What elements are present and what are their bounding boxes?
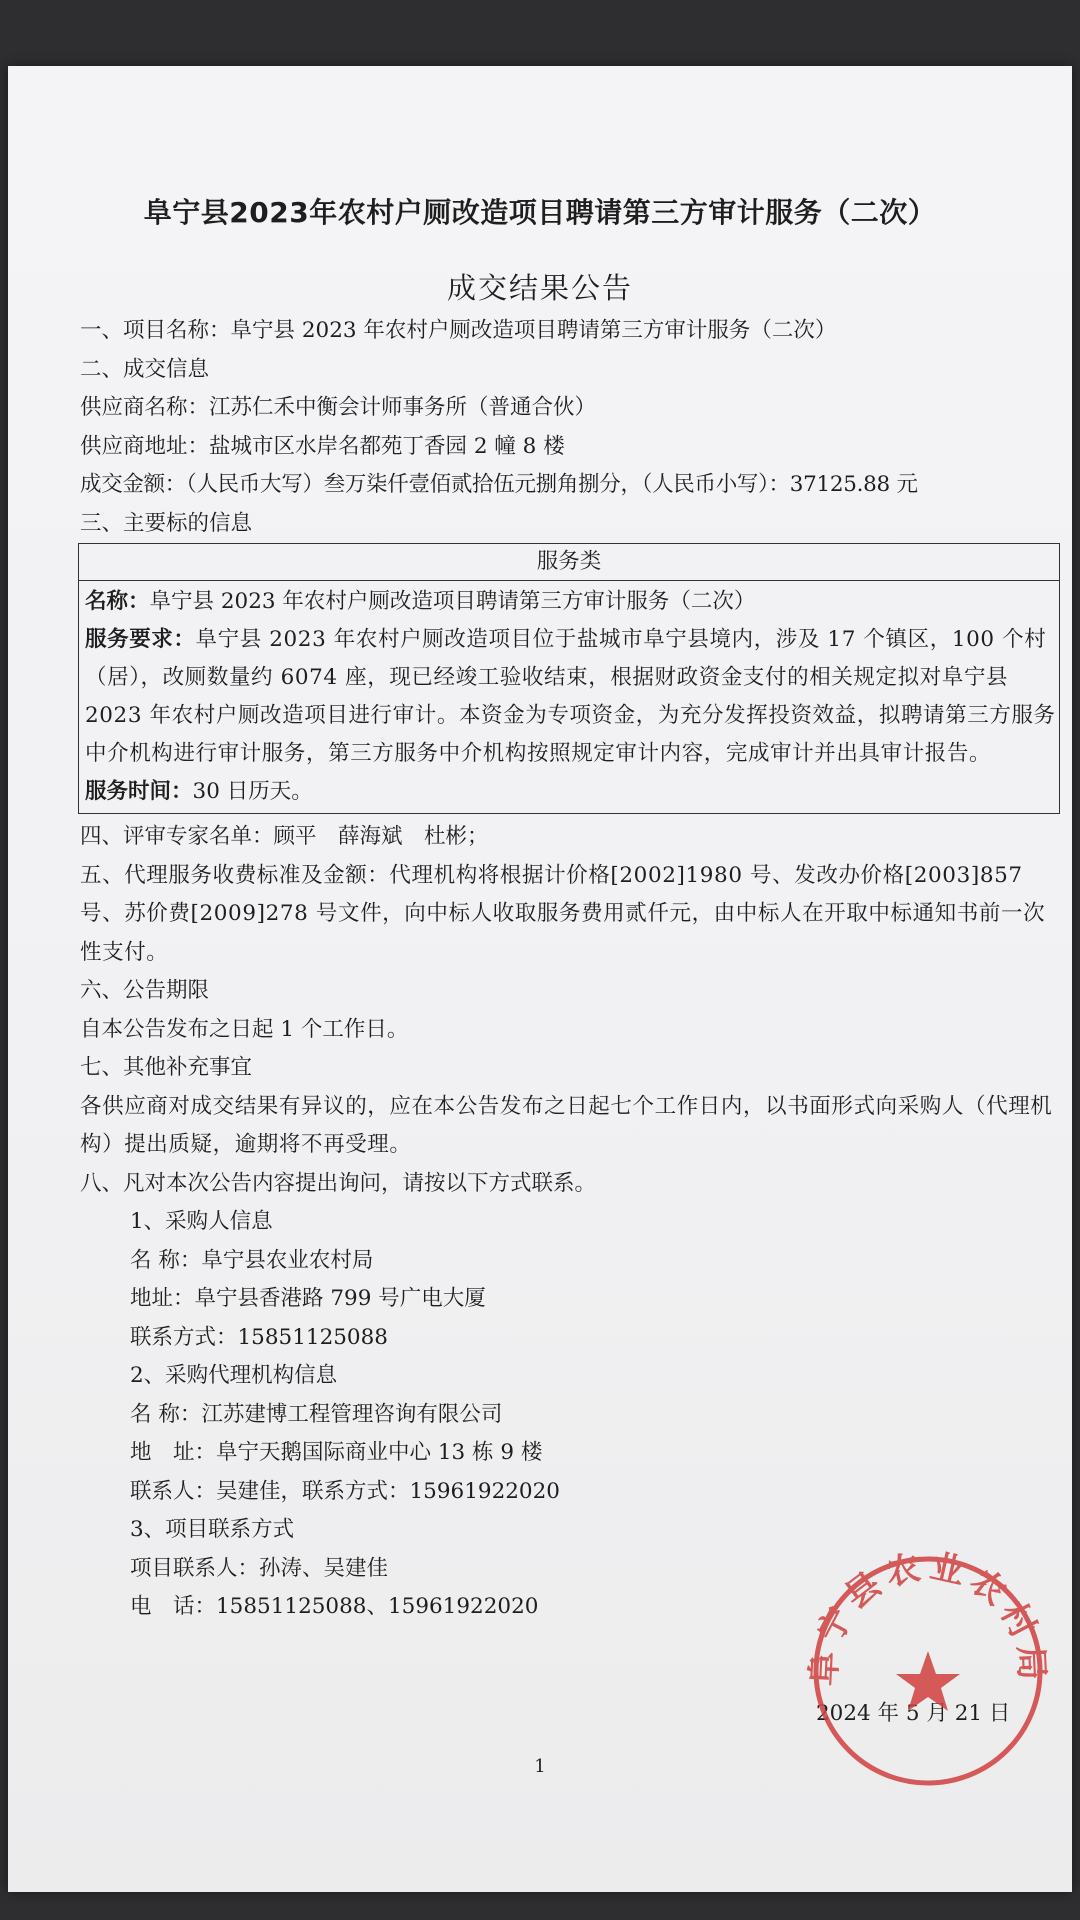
notice-date: 2024 年 5 月 21 日 xyxy=(816,1701,1011,1726)
document-subtitle: 成交结果公告 xyxy=(446,271,633,305)
section-project-name: 一、项目名称：阜宁县 2023 年农村户厕改造项目聘请第三方审计服务（二次） xyxy=(80,318,837,343)
purchaser-address: 地址：阜宁县香港路 799 号广电大厦 xyxy=(130,1286,486,1311)
time-value: 30 日历天。 xyxy=(192,779,313,804)
agency-contact: 联系人：吴建佳，联系方式：15961922020 xyxy=(130,1478,560,1504)
document-title: 阜宁县2023年农村户厕改造项目聘请第三方审计服务（二次） xyxy=(143,196,937,229)
page-number: 1 xyxy=(534,1756,546,1777)
subject-table xyxy=(78,543,1060,814)
project-contact-person: 项目联系人：孙涛、吴建佳 xyxy=(130,1555,389,1581)
project-contact-heading: 3、项目联系方式 xyxy=(130,1517,295,1542)
purchaser-contact: 联系方式：15851125088 xyxy=(130,1324,388,1350)
section-main-subject: 三、主要标的信息 xyxy=(80,510,253,536)
agency-name: 名 称：江苏建博工程管理咨询有限公司 xyxy=(130,1401,503,1427)
project-phone: 电 话：15851125088、15961922020 xyxy=(130,1594,539,1619)
table-row-requirements xyxy=(85,621,1059,773)
section-deal-info: 二、成交信息 xyxy=(80,356,210,382)
table-body xyxy=(79,581,1059,813)
section-contact: 八、凡对本次公告内容提出询问，请按以下方式联系。 xyxy=(80,1170,597,1196)
document-body xyxy=(80,312,1065,1627)
section-agency-fee: 五、代理服务收费标准及金额：代理机构将根据计价格[2002]1980 号、发改办价格[2003]857 号、苏价费[2009]278 号文件，向中标人收取服务费用贰仟元，由中标人在开取中标通知书前一次性支付。 xyxy=(80,862,1046,965)
section-experts: 四、评审专家名单：顾平 薛海斌 杜彬； xyxy=(80,824,489,849)
requirements-value: 阜宁县 2023 年农村户厕改造项目位于盐城市阜宁县境内，涉及 17 个镇区，100 个村（居），改厕数量约 6074 座，现已经竣工验收结束，根据财政资金支付的相关规定拟对阜宁县 2023 年农村户厕改造项目进行审计。本资金为专项资金，为充分发挥投资效益，拟聘请第三方服务中介机构进行审计服务，第三方服务中介机构按照规定审计内容，完成审计并出具审计报告。 xyxy=(85,627,1056,766)
supplier-name: 供应商名称：江苏仁禾中衡会计师事务所（普通合伙） xyxy=(80,395,597,420)
purchaser-name: 名 称：阜宁县农业农村局 xyxy=(130,1247,374,1273)
supplier-address: 供应商地址：盐城市区水岸名都苑丁香园 2 幢 8 楼 xyxy=(80,433,565,459)
name-label: 名称： xyxy=(85,589,150,614)
seal-star-icon xyxy=(896,1651,960,1711)
section-notice-period: 六、公告期限 xyxy=(80,978,210,1003)
name-value: 阜宁县 2023 年农村户厕改造项目聘请第三方审计服务（二次） xyxy=(149,589,756,614)
table-header: 服务类 xyxy=(79,544,1059,581)
requirements-label: 服务要求： xyxy=(85,627,196,652)
time-label: 服务时间： xyxy=(85,779,193,804)
notice-period-text: 自本公告发布之日起 1 个工作日。 xyxy=(80,1016,409,1042)
other-matters-text: 各供应商对成交结果有异议的，应在本公告发布之日起七个工作日内，以书面形式向采购人（代理机构）提出质疑，逾期将不再受理。 xyxy=(80,1093,1053,1157)
table-row-name xyxy=(85,583,1059,621)
document-page xyxy=(8,66,1072,1892)
seal-text: 阜宁县农业农村局 xyxy=(804,1546,1052,1687)
deal-amount: 成交金额：（人民币大写）叁万柒仟壹佰贰拾伍元捌角捌分，（人民币小写）：37125.88 元 xyxy=(80,472,918,497)
agency-address: 地 址：阜宁天鹅国际商业中心 13 栋 9 楼 xyxy=(130,1440,543,1465)
section-other-matters: 七、其他补充事宜 xyxy=(80,1055,253,1080)
table-row-time xyxy=(85,773,1059,811)
purchaser-heading: 1、采购人信息 xyxy=(130,1209,273,1234)
agency-heading: 2、采购代理机构信息 xyxy=(130,1363,338,1388)
